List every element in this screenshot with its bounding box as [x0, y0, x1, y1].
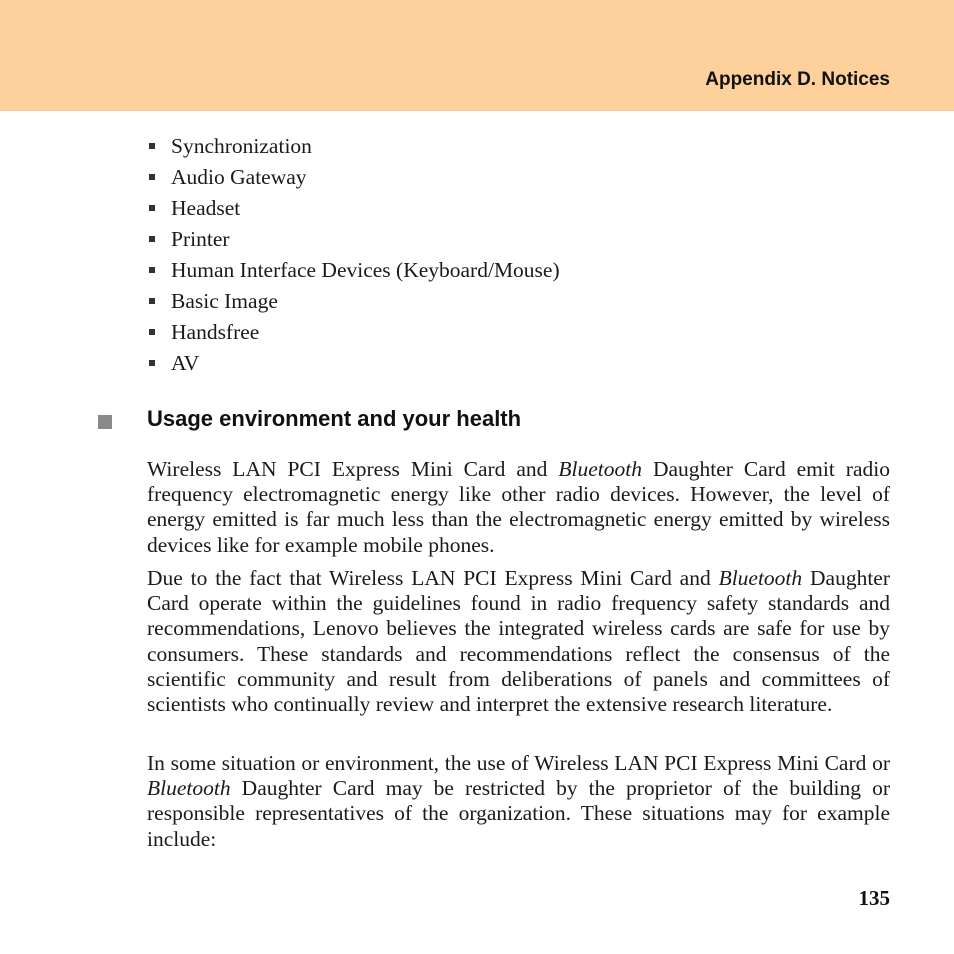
list-item [149, 348, 560, 379]
paragraph-text: Due to the fact that Wireless LAN PCI Express Mini Card and [147, 566, 719, 590]
bullet-square-icon [149, 174, 155, 180]
list-item-text: Headset [171, 196, 241, 220]
bullet-square-icon [149, 143, 155, 149]
list-item-text: Handsfree [171, 320, 260, 344]
list-item [149, 255, 560, 286]
paragraph-italic-term: Bluetooth [147, 776, 231, 801]
header-title: Appendix D. Notices [705, 69, 890, 90]
section-marker-icon [98, 415, 112, 429]
bullet-square-icon [149, 329, 155, 335]
bullet-square-icon [149, 360, 155, 366]
list-item [149, 224, 560, 255]
paragraph-italic-term: Bluetooth [558, 457, 642, 481]
section-heading: Usage environment and your health [147, 406, 522, 431]
paragraph-text: Daughter Card emit radio frequency electromagnetic energy like other radio devices. However, the level of energy emitted is far much less than the electromagnetic energy emitted by wireless devices like for example mobile phones. [147, 457, 890, 557]
bullet-square-icon [149, 298, 155, 304]
list-item-text: Synchronization [171, 134, 312, 158]
list-item-text: Audio Gateway [171, 165, 307, 189]
bullet-square-icon [149, 205, 155, 211]
bullet-square-icon [149, 267, 155, 273]
list-item [149, 193, 560, 224]
list-item [149, 317, 560, 348]
paragraph-2 [147, 566, 890, 717]
list-item [149, 162, 560, 193]
list-item-text: Printer [171, 227, 230, 251]
list-item [149, 286, 560, 317]
list-item-text: Human Interface Devices (Keyboard/Mouse) [171, 258, 560, 282]
list-item [149, 131, 560, 162]
list-item-text: Basic Image [171, 289, 278, 313]
paragraph-text: Daughter Card may be restricted by the proprietor of the building or responsible representatives of the organization. These situations may for example include: [147, 776, 890, 851]
list-item-text: AV [171, 351, 200, 375]
header-band [0, 0, 954, 111]
page-number: 135 [858, 886, 890, 910]
paragraph-text: Daughter Card operate within the guidelines found in radio frequency safety standards and recommendations, Lenovo believes the integrated wireless cards are safe for use by consumers. These standards and recommendations reflect the consensus of the scientific community and result from deliberations of panels and committees of scientists who continually review and interpret the extensive research literature. [147, 566, 890, 717]
paragraph-1 [147, 457, 890, 558]
paragraph-italic-term: Bluetooth [718, 566, 803, 590]
paragraph-text: Wireless LAN PCI Express Mini Card and [147, 457, 559, 481]
bullet-square-icon [149, 236, 155, 242]
paragraph-text: In some situation or environment, the use of Wireless LAN PCI Express Mini Card or [147, 751, 890, 775]
bullet-list [149, 131, 560, 379]
paragraph-3 [147, 751, 890, 852]
